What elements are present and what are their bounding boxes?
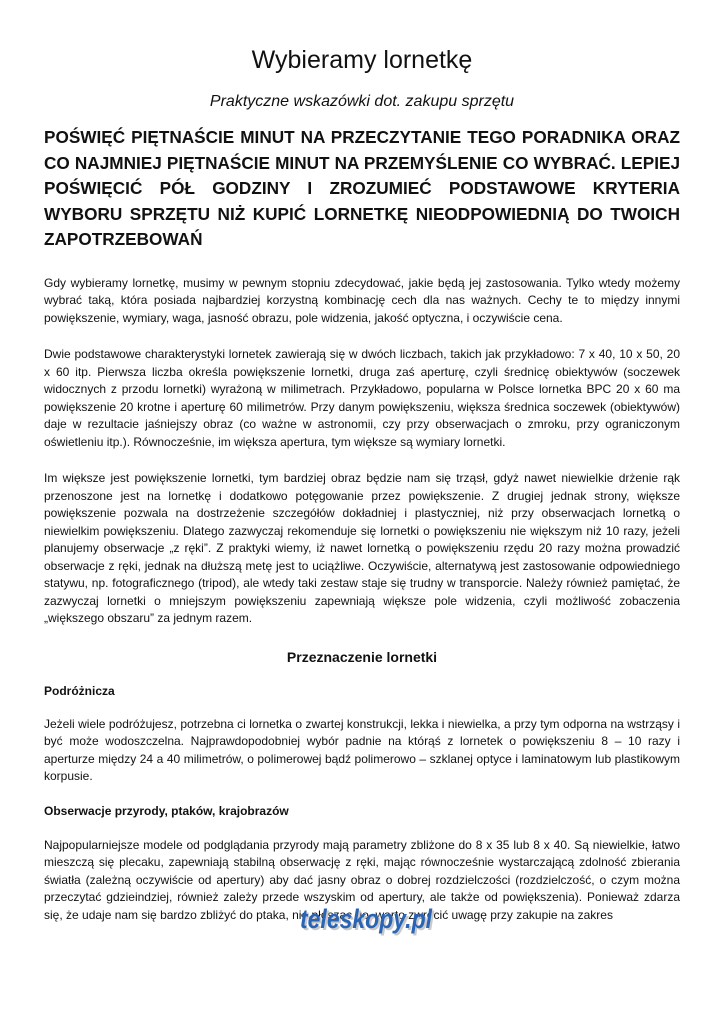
section-title: Przeznaczenie lornetki [286, 648, 438, 665]
lead-paragraph: POŚWIĘĆ PIĘTNAŚCIE MINUT NA PRZECZYTANIE TEGO PORADNIKA ORAZ CO NAJMNIEJ PIĘTNAŚCIE MINUT NA PRZEMYŚLENIE CO WYBRAĆ. LEPIEJ POŚWIĘCIĆ PÓŁ GODZINY I ZROZUMIEĆ PODSTAWOWE KRYTERIA WYBORU SPRZĘTU NIŻ KUPIĆ LORNETKĘ NIEODPOWIEDNIĄ DO TWOICH ZAPOTRZEBOWAŃ [44, 127, 680, 250]
page-title: Wybieramy lornetkę [251, 46, 473, 74]
logo-shadow: teleskopy.pl [302, 906, 435, 936]
body-paragraph-3: Im większe jest powiększenie lornetki, tym bardziej obraz będzie nam się trząsł, gdyż nawet niewielkie drżenie rąk przenoszone jest na lornetkę i dodatkowo potęgowanie przez powiększenie. Z drugiej jednak strony, większe powiększenie pozwala na dostrzeżenie szczegółów dokładniej i plastyczniej, niż przy obserwacjach lornetką o niewielkim powiększeniu. Dlatego zazwyczaj rekomenduje się lornetki o powiększeniu nie większym niż 10 razy, jeżeli planujemy obserwacje „z ręki”. Z praktyki wiemy, iż nawet lornetką o powiększeniu rzędu 20 razy można prowadzić obserwacje z ręki, jednak na dłuższą metę jest to uciążliwe. Oczywiście, alternatywą jest zastosowanie odpowiedniego statywu, np. fotograficznego (tripod), ale wtedy taki zestaw staje się trudny w transporcie. Należy również pamiętać, że zazwyczaj lornetki o mniejszym powiększeniu zapewniają większe pole widzenia, czyli możliwość zobaczenia „większego obszaru” za jednym razem. [44, 471, 680, 626]
subsection-text-travel: Jeżeli wiele podróżujesz, potrzebna ci lornetka o zwartej konstrukcji, lekka i niewielka, a przy tym odporna na wstrząsy i być może wodoszczelna. Najprawdopodobniej wybór padnie na którąś z lornetek o powiększeniu 8 – 10 razy i aperturze między 24 a 40 milimetrów, o polimerowej bądź polimerowo – szklanej optyce i laminatowym lub plastikowym korpusie. [44, 716, 680, 784]
subsection-text-nature: Najpopularniejsze modele od podglądania przyrody mają parametry zbliżone do 8 x 35 lub 8 x 40. Są niewielkie, łatwo mieszczą się plecaku, zapewniają stabilną obserwację z ręki, mając równocześnie wystarczającą zdolność zbierania światła (zależną oczywiście od apertury) aby dać jasny obraz o dobrej rozdzielczości (rozdzielczość, o czym można przeczytać gdzieindziej, również zależy przede wszyskim od apertury, ale także od powiększenia). Ponieważ zdarza się, że udaje nam się bardzo zbliżyć do ptaka, nie płosząc go, warto zwrócić uwagę przy zakupie na zakres [44, 837, 680, 922]
logo-text: teleskopy.pl [300, 904, 433, 934]
page-subtitle: Praktyczne wskazówki dot. zakupu sprzętu [209, 93, 515, 110]
body-paragraph-1: Gdy wybieramy lornetkę, musimy w pewnym stopniu zdecydować, jakie będą jej zastosowania. Tylko wtedy możemy wybrać taką, która posiada najbardziej korzystną kombinację cech dla nas ważnych. Cechy te to między innymi powiększenie, wymiary, waga, jasność obrazu, pole widzenia, jakość optyczna, i oczywiście cena. [44, 275, 680, 325]
subsection-heading-nature: Obserwacje przyrody, ptaków, krajobrazów [44, 803, 289, 818]
teleskopy-logo [298, 898, 438, 942]
subsection-heading-travel: Podróżnicza [44, 683, 115, 698]
body-paragraph-2: Dwie podstawowe charakterystyki lornetek zawierają się w dwóch liczbach, takich jak przykładowo: 7 x 40, 10 x 50, 20 x 60 itp. Pierwsza liczba określa powiększenie lornetki, druga zaś aperturę, czyli średnicę obiektywów (soczewek widocznych z przodu lornetki) wyrażoną w milimetrach. Przykładowo, popularna w Polsce lornetka BPC 20 x 60 ma powiększenie 20 krotne i aperturę 60 milimetrów. Przy danym powiększeniu, większa średnica soczewek (obiektywów) daje w rezultacie jaśniejszy obraz (co ważne w astronomii, czy przy obserwacjach o zmroku, przy ograniczonym oświetleniu itp.). Równocześnie, im większa apertura, tym większe są wymiary lornetki. [44, 347, 680, 449]
document-page [44, 0, 680, 924]
